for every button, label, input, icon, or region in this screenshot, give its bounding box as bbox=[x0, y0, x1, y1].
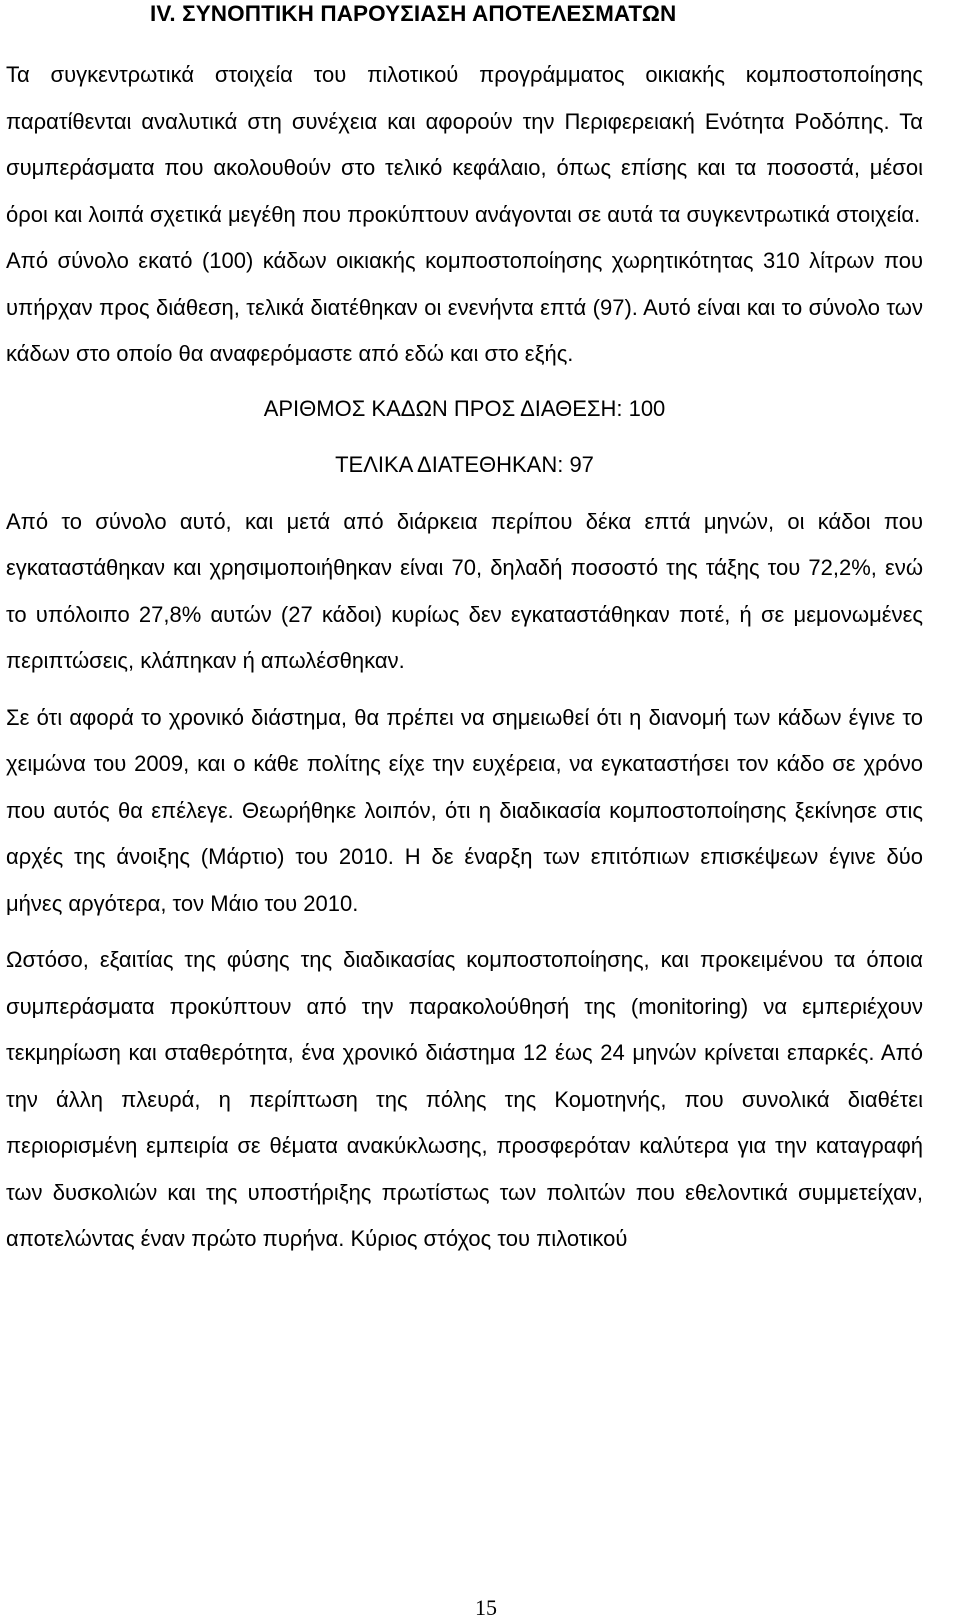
paragraph-bins-total: Από σύνολο εκατό (100) κάδων οικιακής κομποστοποίησης χωρητικότητας 310 λίτρων που υπήρχαν προς διάθεση, τελικά διατέθηκαν οι ενενήντα επτά (97). Αυτό είναι και το σύνολο των κάδων στο οποίο θα αναφερόμαστε από εδώ και στο εξής. bbox=[6, 248, 923, 366]
document-body bbox=[6, 0, 923, 1263]
paragraph-monitoring: Ωστόσο, εξαιτίας της φύσης της διαδικασίας κομποστοποίησης, και προκειμένου τα όποια συμπεράσματα προκύπτουν από την παρακολούθησή της (monitoring) να εμπεριέχουν τεκμηρίωση και σταθερότητα, ένα χρονικό διάστημα 12 έως 24 μηνών κρίνεται επαρκές. Από την άλλη πλευρά, η περίπτωση της πόλης της Κομοτηνής, που συνολικά διαθέτει περιορισμένη εμπειρία σε θέματα ανακύκλωσης, προσφερόταν καλύτερα για την καταγραφή των δυσκολιών και της υποστήριξης πρωτίστως των πολιτών που εθελοντικά συμμετείχαν, αποτελώντας έναν πρώτο πυρήνα. Κύριος στόχος του πιλοτικού bbox=[6, 947, 923, 1251]
page-number: 15 bbox=[475, 1595, 497, 1620]
paragraph-timeline: Σε ότι αφορά το χρονικό διάστημα, θα πρέπει να σημειωθεί ότι η διανομή των κάδων έγινε το χειμώνα του 2009, και ο κάθε πολίτης είχε την ευχέρεια, να εγκαταστήσει τον κάδο σε χρόνο που αυτός θα επέλεγε. Θεωρήθηκε λοιπόν, ότι η διαδικασία κομποστοποίησης ξεκίνησε στις αρχές της άνοιξης (Μάρτιο) του 2010. Η δε έναρξη των επιτόπιων επισκέψεων έγινε δύο μήνες αργότερα, τον Μάιο του 2010. bbox=[6, 704, 923, 916]
section-heading: IV. ΣΥΝΟΠΤΙΚΗ ΠΑΡΟΥΣΙΑΣΗ ΑΠΟΤΕΛΕΣΜΑΤΩΝ bbox=[150, 1, 677, 26]
summary-bins-distributed: ΤΕΛΙΚΑ ΔΙΑΤΕΘΗΚΑΝ: 97 bbox=[335, 452, 594, 477]
paragraph-usage: Από το σύνολο αυτό, και μετά από διάρκεια περίπου δέκα επτά μηνών, οι κάδοι που εγκαταστάθηκαν και χρησιμοποιήθηκαν είναι 70, δηλαδή ποσοστό της τάξης του 72,2%, ενώ το υπόλοιπο 27,8% αυτών (27 κάδοι) κυρίως δεν εγκαταστάθηκαν ποτέ, ή σε μεμονωμένες περιπτώσεις, κλάπηκαν ή απωλέσθηκαν. bbox=[6, 508, 923, 673]
paragraph-intro: Τα συγκεντρωτικά στοιχεία του πιλοτικού προγράμματος οικιακής κομποστοποίησης παρατίθενται αναλυτικά στη συνέχεια και αφορούν την Περιφερειακή Ενότητα Ροδόπης. Τα συμπεράσματα που ακολουθούν στο τελικό κεφάλαιο, όπως επίσης και τα ποσοστά, μέσοι όροι και λοιπά σχετικά μεγέθη που προκύπτουν ανάγονται σε αυτά τα συγκεντρωτικά στοιχεία. bbox=[6, 62, 923, 227]
summary-bins-available: ΑΡΙΘΜΟΣ ΚΑΔΩΝ ΠΡΟΣ ΔΙΑΘΕΣΗ: 100 bbox=[263, 395, 666, 421]
